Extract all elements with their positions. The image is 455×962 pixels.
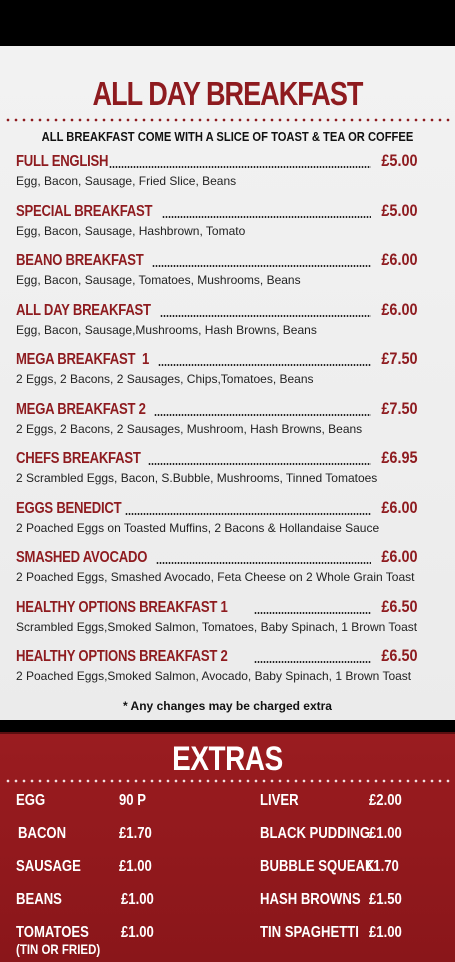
item-description: Egg, Bacon, Sausage,Mushrooms, Hash Browns, Beans [16,323,317,337]
item-price: £6.50 [381,646,418,665]
menu-item-mega-breakfast-2 [16,398,418,437]
dot-leader [152,265,372,267]
menu-item-full-english [16,150,418,189]
item-name: HEALTHY OPTIONS BREAKFAST 2 [16,648,228,665]
item-price: £6.00 [381,498,418,517]
item-description: 2 Eggs, 2 Bacons, 2 Sausages, Mushroom, Hash Browns, Beans [16,422,363,436]
item-price: £6.50 [381,597,418,616]
item-name: EGGS BENEDICT [16,500,122,517]
item-price: £7.50 [381,349,418,368]
dot-leader [254,661,371,663]
item-price: £6.00 [381,250,418,269]
menu-title: ALL DAY BREAKFAST [92,75,363,112]
changes-note: * Any changes may be charged extra [123,699,332,713]
menu-item-all-day-breakfast [16,299,418,338]
item-name: CHEFS BREAKFAST [16,450,141,467]
extra-name: TIN SPAGHETTI [260,924,359,941]
extra-name: BLACK PUDDING [260,825,371,842]
dot-leader [148,463,371,465]
extra-price: £1.00 [369,825,402,842]
item-price: £5.00 [381,151,418,170]
item-name: HEALTHY OPTIONS BREAKFAST 1 [16,599,228,616]
extra-price: 90 P [119,792,146,809]
extra-item-tomatoes [16,924,100,956]
dot-leader [158,364,371,366]
extra-price: £1.70 [119,825,152,842]
dot-leader [156,562,371,564]
item-description: Scrambled Eggs,Smoked Salmon, Tomatoes, Baby Spinach, 1 Brown Toast [16,620,418,634]
item-name: BEANO BREAKFAST [16,252,144,269]
item-description: 2 Scrambled Eggs, Bacon, S.Bubble, Mushrooms, Tinned Tomatoes [16,471,378,485]
dot-leader [162,216,371,218]
extra-price: £2.00 [369,792,402,809]
menu-item-beano-breakfast [16,249,418,288]
extra-name: EGG [16,792,46,809]
item-price: £5.00 [381,201,418,220]
extra-price: £1.50 [369,891,402,908]
item-description: Egg, Bacon, Sausage, Hashbrown, Tomato [16,224,246,238]
extras-title: EXTRAS [172,740,283,778]
menu-item-healthy-options-1 [16,596,418,635]
dot-leader [109,166,372,168]
item-description: Egg, Bacon, Sausage, Tomatoes, Mushrooms, Beans [16,273,301,287]
item-name: MEGA BREAKFAST 2 [16,401,146,418]
item-name: SMASHED AVOCADO [16,549,148,566]
dot-leader [154,414,371,416]
top-black-bar [0,0,455,46]
item-name: ALL DAY BREAKFAST [16,302,151,319]
extra-name: HASH BROWNS [260,891,361,908]
menu-subtitle: ALL BREAKFAST COME WITH A SLICE OF TOAST & TEA OR COFFEE [41,129,414,144]
extra-name: BUBBLE SQUEAK [260,858,375,875]
menu-item-eggs-benedict [16,497,418,536]
extra-price: £1.00 [121,924,154,941]
menu-item-chefs-breakfast [16,447,418,486]
item-description: 2 Poached Eggs on Toasted Muffins, 2 Bacons & Hollandaise Sauce [16,521,380,535]
item-description: 2 Eggs, 2 Bacons, 2 Sausages, Chips,Tomatoes, Beans [16,372,314,386]
extra-name: LIVER [260,792,299,809]
menu-item-healthy-options-2 [16,645,418,684]
extra-name: BACON [18,825,67,842]
menu-item-smashed-avocado [16,546,418,585]
extra-price: £1.00 [119,858,152,875]
extra-price: £1.70 [366,858,399,875]
extra-name: BEANS [16,891,62,908]
item-description: 2 Poached Eggs,Smoked Salmon, Avocado, Baby Spinach, 1 Brown Toast [16,669,412,683]
item-price: £6.95 [381,448,418,467]
extra-subtext: (TIN OR FRIED) [16,941,101,957]
item-name: MEGA BREAKFAST 1 [16,351,150,368]
item-price: £6.00 [381,547,418,566]
item-name: FULL ENGLISH [16,153,109,170]
dot-leader [125,513,372,515]
menu-item-mega-breakfast-1 [16,348,418,387]
extras-dotted-divider [4,779,451,783]
item-description: Egg, Bacon, Sausage, Fried Slice, Beans [16,174,237,188]
item-name: SPECIAL BREAKFAST [16,203,153,220]
title-dotted-divider [4,118,451,122]
extra-price: £1.00 [369,924,402,941]
item-price: £7.50 [381,399,418,418]
extra-price: £1.00 [121,891,154,908]
item-price: £6.00 [381,300,418,319]
menu-item-special-breakfast [16,200,418,239]
dot-leader [254,612,371,614]
extra-name: SAUSAGE [16,858,81,875]
dot-leader [160,315,371,317]
item-description: 2 Poached Eggs, Smashed Avocado, Feta Cheese on 2 Whole Grain Toast [16,570,415,584]
extra-name: TOMATOES [16,924,89,941]
